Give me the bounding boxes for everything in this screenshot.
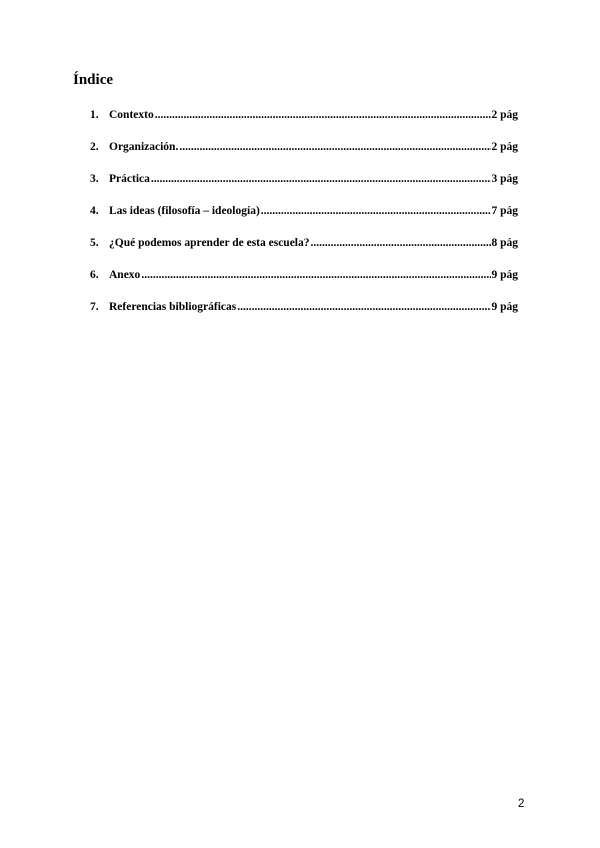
toc-entry-page: 7 pág (491, 205, 518, 217)
toc-dot-leader (310, 234, 492, 252)
toc-entry-number: 1. (90, 109, 99, 121)
toc-entry (90, 170, 518, 202)
toc-entry-page: 8 pág (491, 237, 518, 249)
toc-entry-text: Las ideas (filosofía – ideología) (109, 205, 260, 217)
toc-dot-leader (236, 298, 491, 316)
toc-entry (90, 202, 518, 234)
toc-entry-page: 3 pág (491, 173, 518, 185)
page-number: 2 (518, 798, 525, 810)
toc-entry-page: 9 pág (491, 269, 518, 281)
toc-entry-number: 3. (90, 173, 99, 185)
toc-entry-text: Referencias bibliográficas (109, 301, 237, 313)
toc-title: Índice (73, 72, 114, 88)
toc-entry-number: 6. (90, 269, 99, 281)
toc-entry-text: Anexo (109, 269, 141, 281)
toc-entry (90, 298, 518, 330)
toc-entry (90, 106, 518, 138)
toc-dot-leader (154, 106, 492, 124)
toc-dot-leader (150, 170, 492, 188)
toc-dot-leader (140, 266, 491, 284)
toc-entry-page: 2 pág (491, 109, 518, 121)
toc-entry (90, 266, 518, 298)
toc-entry-page: 9 pág (491, 301, 518, 313)
toc-entry-text: ¿Qué podemos aprender de esta escuela? (109, 237, 310, 249)
toc-dot-leader (178, 138, 491, 156)
toc-entry (90, 138, 518, 170)
toc-entry-page: 2 pág (491, 141, 518, 153)
toc-dot-leader (260, 202, 492, 220)
toc-entry-number: 2. (90, 141, 99, 153)
toc-entry-text: Práctica (109, 173, 150, 185)
toc-entry-number: 5. (90, 237, 99, 249)
toc-list (90, 106, 518, 330)
toc-entry-text: Contexto (109, 109, 154, 121)
toc-entry-text: Organización. (109, 141, 179, 153)
toc-entry (90, 234, 518, 266)
toc-entry-number: 7. (90, 301, 99, 313)
toc-entry-number: 4. (90, 205, 99, 217)
